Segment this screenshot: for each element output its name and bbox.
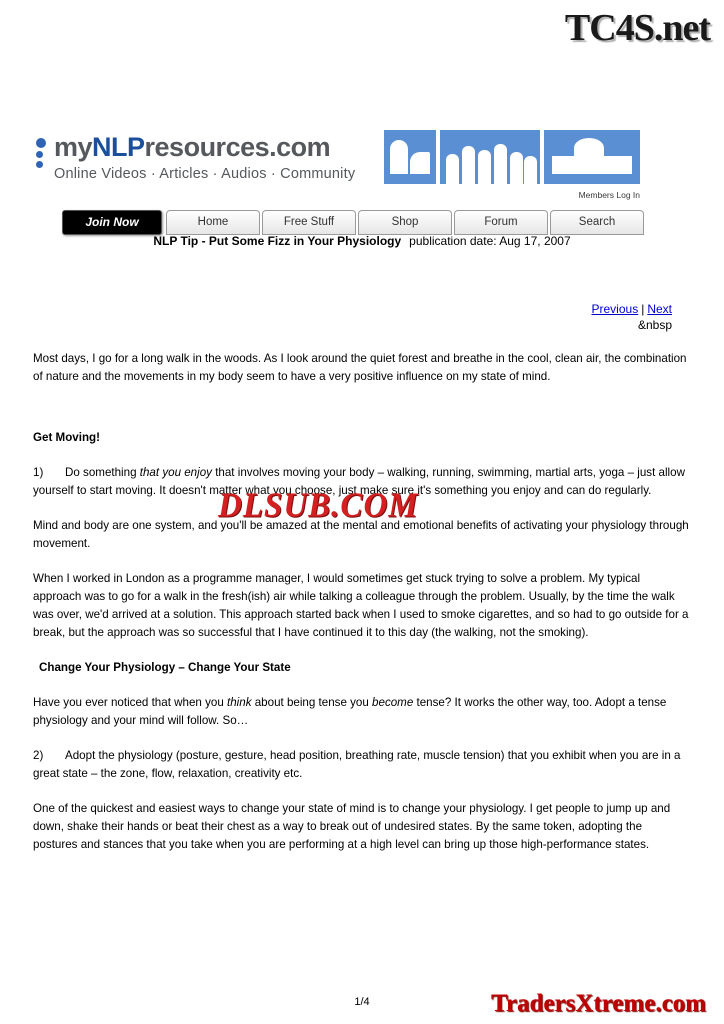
item-2-number: 2)	[33, 749, 44, 762]
heading-change-physiology: Change Your Physiology – Change Your State	[39, 661, 291, 674]
article-title-line	[0, 234, 724, 248]
logo-tagline: Online Videos · Articles · Audios · Community	[54, 166, 356, 182]
site-header	[36, 132, 640, 240]
banner-tile-person-icon	[384, 130, 436, 184]
article-body	[33, 350, 689, 871]
item-1-number: 1)	[33, 466, 44, 479]
nav-tab-shop[interactable]: Shop	[358, 210, 452, 235]
logo-dots-icon	[36, 138, 50, 171]
tradersxtreme-watermark: TradersXtreme.com	[491, 990, 706, 1017]
item-1-text-a: Do something	[65, 466, 140, 479]
nav-tab-home[interactable]: Home	[166, 210, 260, 235]
next-link[interactable]: Next	[647, 302, 672, 316]
banner-images	[384, 130, 640, 186]
paragraph-quickest: One of the quickest and easiest ways to change your state of mind is to change your physiology. I get people to jump up and down, shake their hands or beat their chest as a way to break out of undesired states. By the same token, adopting the postures and stances that you take when you are performing at a high level can bring up those high-performance states.	[33, 802, 671, 851]
heading-get-moving: Get Moving!	[33, 431, 100, 444]
join-now-button[interactable]: Join Now	[62, 210, 162, 235]
nav-tab-free-stuff[interactable]: Free Stuff	[262, 210, 356, 235]
tense-text-a: Have you ever noticed that when you	[33, 696, 227, 709]
article-pager	[592, 302, 673, 316]
banner-tile-landscape-icon	[544, 130, 640, 184]
item-1-text-b: that involves moving your body – walking, running, swimming, martial arts, yoga – just allow yourself to start moving. It doesn't matter what you choose, just make sure it's something you enjoy and can do regularly.	[33, 466, 685, 497]
tc4s-watermark: TC4S.net	[564, 7, 710, 49]
members-login-link[interactable]: Members Log In	[578, 190, 640, 200]
pager-separator: |	[641, 302, 645, 316]
tense-text-c: tense? It works the other way, too. Adopt a tense physiology and your mind will follow. So…	[33, 696, 667, 727]
item-1-emphasis: that you enjoy	[139, 466, 212, 479]
logo-nlp: NLP	[92, 132, 145, 162]
tense-text-b: about being tense you	[251, 696, 373, 709]
logo-text	[54, 132, 330, 163]
logo-prefix: my	[54, 132, 93, 162]
logo-suffix: resources.com	[144, 132, 331, 162]
previous-link[interactable]: Previous	[591, 302, 639, 316]
paragraph-tense	[33, 694, 689, 730]
nav-tab-search[interactable]: Search	[550, 210, 644, 235]
paragraph-london: When I worked in London as a programme manager, I would sometimes get stuck trying to solve a problem. My typical approach was to go for a walk in the fresh(ish) air while talking a colleague through the problem. Usually, by the time the walk was over, we'd arrived at a solution. This approach started back when I used to smoke cigarettes, and so had to go outside for a break, but the approach was so successful that I have continued it to this day (the walking, not the smoking).	[33, 572, 689, 639]
nbsp-text: &nbsp	[637, 318, 672, 332]
paragraph-intro: Most days, I go for a long walk in the woods. As I look around the quiet forest and breathe in the cool, clean air, the combination of nature and the movements in my body seem to have a very positive influence on my state of mind.	[33, 352, 687, 383]
nav-tab-forum[interactable]: Forum	[454, 210, 548, 235]
paragraph-item-2	[33, 747, 689, 783]
tense-emphasis-become: become	[372, 696, 414, 709]
tense-emphasis-think: think	[227, 696, 252, 709]
site-navigation	[62, 210, 640, 234]
banner-tile-group-icon	[440, 130, 540, 184]
spacer	[33, 403, 689, 429]
publication-date: publication date: Aug 17, 2007	[409, 234, 571, 248]
article-title: NLP Tip - Put Some Fizz in Your Physiology	[153, 234, 402, 248]
paragraph-mind-body: Mind and body are one system, and you'll be amazed at the mental and emotional benefits of activating your physiology through movement.	[33, 519, 689, 550]
dlsub-watermark: DLSUB.COM	[218, 487, 419, 525]
page-number: 1/4	[354, 996, 370, 1008]
item-2-text: Adopt the physiology (posture, gesture, head position, breathing rate, muscle tension) that you exhibit when you are in a great state – the zone, flow, relaxation, creativity etc.	[33, 749, 681, 780]
